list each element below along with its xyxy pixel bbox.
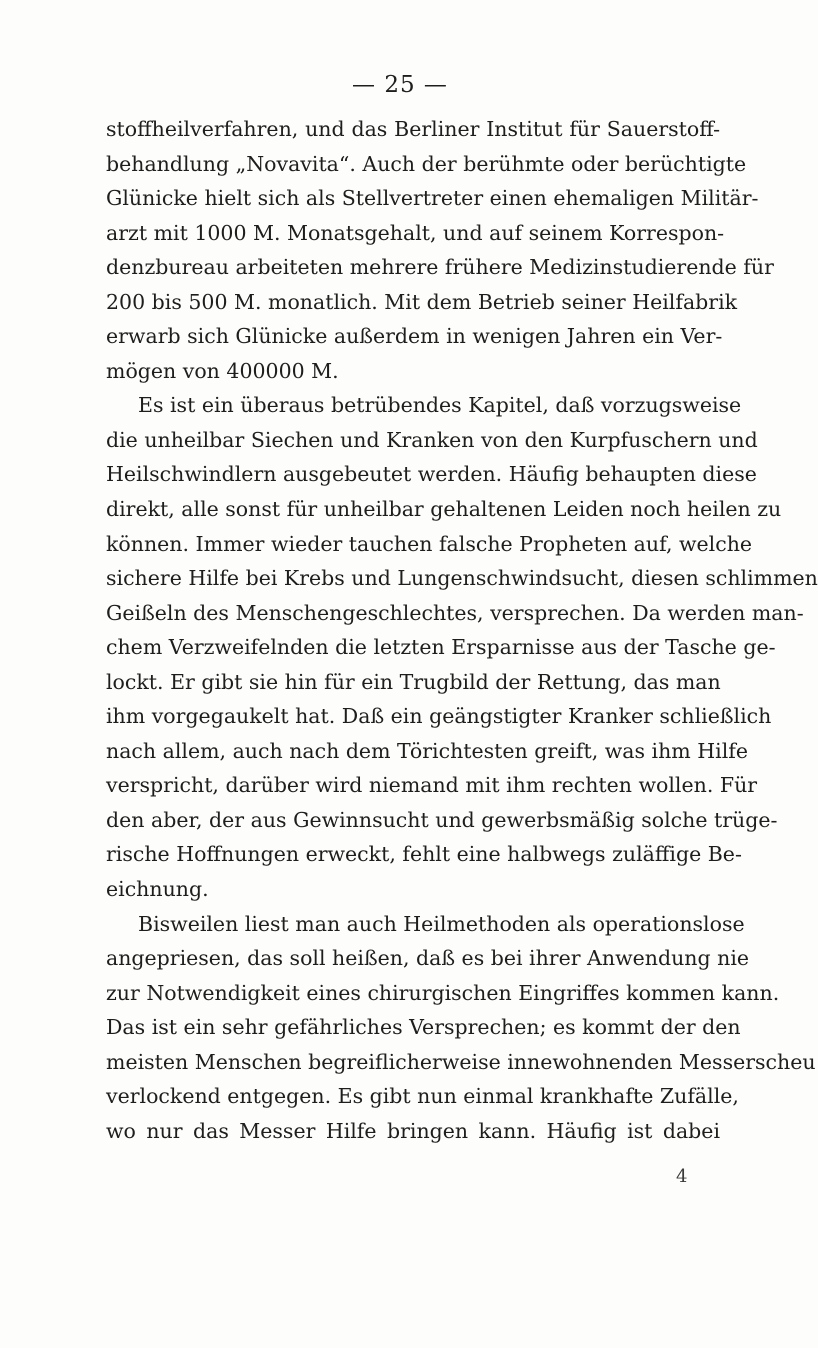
text-line: behandlung „Novavita“. Auch der berühmte oder berüchtigte — [106, 151, 747, 176]
text-line: direkt, alle sonst für unheilbar gehaltenen Leiden noch heilen zu — [106, 497, 782, 522]
text-line: verspricht, darüber wird niemand mit ihm rechten wollen. Für — [106, 773, 758, 798]
text-line: chem Verzweifelnden die letzten Ersparnisse aus der Tasche ge- — [106, 635, 776, 660]
text-line: sichere Hilfe bei Krebs und Lungenschwindsucht, diesen schlimmen — [106, 566, 818, 591]
text-line: stoffheilverfahren, und das Berliner Institut für Sauerstoff- — [106, 117, 720, 141]
text-line: rische Hoffnungen erweckt, fehlt eine halbwegs zuläffige Be- — [106, 842, 742, 867]
text-line: lockt. Er gibt sie hin für ein Trugbild der Rettung, das man — [106, 669, 721, 694]
text-line: Es ist ein überaus betrübendes Kapitel, daß vorzugsweise — [138, 393, 742, 418]
signature-mark: 4 — [676, 1166, 688, 1187]
text-line: 200 bis 500 M. monatlich. Mit dem Betrieb seiner Heilfabrik — [106, 289, 738, 314]
text-line: wo nur das Messer Hilfe bringen kann. Häufig ist dabei — [106, 1118, 720, 1143]
page-number: — 25 — — [352, 72, 448, 98]
text-line: verlockend entgegen. Es gibt nun einmal krankhafte Zufälle, — [106, 1084, 739, 1109]
text-line: Glünicke hielt sich als Stellvertreter einen ehemaligen Militär- — [106, 186, 759, 211]
text-line: mögen von 400000 M. — [106, 358, 339, 383]
text-line: erwarb sich Glünicke außerdem in wenigen Jahren ein Ver- — [106, 324, 723, 349]
text-line: die unheilbar Siechen und Kranken von den Kurpfuschern und — [106, 427, 758, 452]
text-line: zur Notwendigkeit eines chirurgischen Eingriffes kommen kann. — [106, 980, 780, 1005]
text-line: nach allem, auch nach dem Törichtesten greift, was ihm Hilfe — [106, 738, 748, 763]
text-line: Heilschwindlern ausgebeutet werden. Häufig behaupten diese — [106, 462, 757, 487]
body-text — [106, 112, 818, 1148]
text-line: angepriesen, das soll heißen, daß es bei ihrer Anwendung nie — [106, 946, 750, 971]
text-line: eichnung. — [106, 877, 209, 902]
text-line: ihm vorgegaukelt hat. Daß ein geängstigter Kranker schließlich — [106, 704, 772, 729]
text-line: den aber, der aus Gewinnsucht und gewerbsmäßig solche trüge- — [106, 807, 778, 832]
text-line: Das ist ein sehr gefährliches Versprechen; es kommt der den — [106, 1015, 741, 1040]
text-line: Geißeln des Menschengeschlechtes, versprechen. Da werden man- — [106, 600, 804, 625]
text-line: meisten Menschen begreiflicherweise innewohnenden Messerscheu — [106, 1049, 816, 1074]
text-line: können. Immer wieder tauchen falsche Propheten auf, welche — [106, 531, 753, 556]
text-line: arzt mit 1000 M. Monatsgehalt, und auf seinem Korrespon- — [106, 220, 725, 245]
text-line: denzbureau arbeiteten mehrere frühere Medizinstudierende für — [106, 255, 774, 280]
text-line: Bisweilen liest man auch Heilmethoden als operationslose — [138, 911, 745, 936]
